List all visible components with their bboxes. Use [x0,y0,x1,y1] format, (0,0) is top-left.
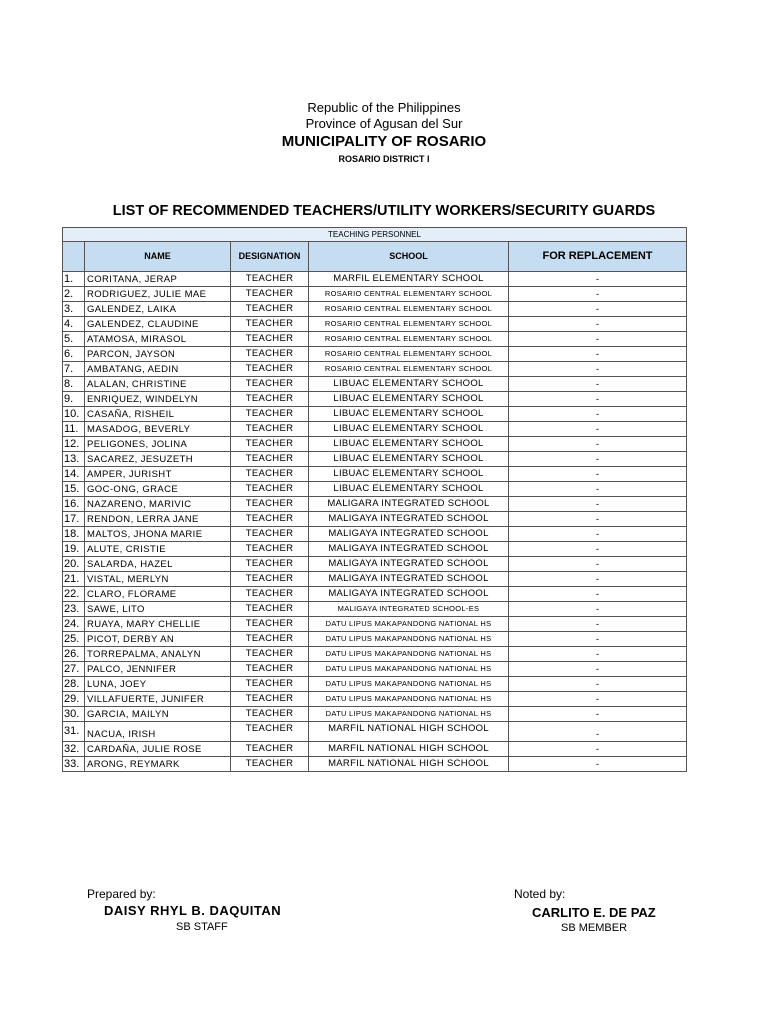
row-name: GALENDEZ, CLAUDINE [85,317,231,332]
row-replacement: - [509,482,687,497]
row-designation: TEACHER [231,677,309,692]
row-replacement: - [509,287,687,302]
row-name: NAZARENO, MARIVIC [85,497,231,512]
row-replacement: - [509,662,687,677]
table-row [63,392,687,407]
row-name: RENDON, LERRA JANE [85,512,231,527]
table-row [63,757,687,772]
row-name: PARCON, JAYSON [85,347,231,362]
row-designation: TEACHER [231,587,309,602]
row-number: 6. [63,347,85,362]
table-row [63,437,687,452]
row-name: PELIGONES, JOLINA [85,437,231,452]
row-number: 15. [63,482,85,497]
header-country: Republic of the Philippines [307,100,461,115]
row-designation: TEACHER [231,362,309,377]
row-school: MALIGARA INTEGRATED SCHOOL [309,497,509,512]
row-number: 3. [63,302,85,317]
row-designation: TEACHER [231,602,309,617]
row-designation: TEACHER [231,287,309,302]
table-row [63,647,687,662]
row-replacement: - [509,332,687,347]
header-school: SCHOOL [309,242,509,272]
row-replacement: - [509,647,687,662]
row-name: ALALAN, CHRISTINE [85,377,231,392]
row-replacement: - [509,347,687,362]
table-band-row [63,228,687,242]
row-designation: TEACHER [231,557,309,572]
row-replacement: - [509,722,687,742]
row-designation: TEACHER [231,422,309,437]
table-row [63,362,687,377]
row-number: 1. [63,272,85,287]
row-school: MALIGAYA INTEGRATED SCHOOL-ES [309,602,509,617]
row-name: ARONG, REYMARK [85,757,231,772]
row-name: NACUA, IRISH [85,722,231,742]
table-row [63,272,687,287]
row-school: MARFIL NATIONAL HIGH SCHOOL [309,757,509,772]
row-number: 11. [63,422,85,437]
table-row [63,602,687,617]
row-name: RUAYA, MARY CHELLIE [85,617,231,632]
row-name: MALTOS, JHONA MARIE [85,527,231,542]
table-row [63,572,687,587]
row-replacement: - [509,587,687,602]
row-replacement: - [509,602,687,617]
row-number: 31. [63,722,85,742]
row-designation: TEACHER [231,377,309,392]
row-school: LIBUAC ELEMENTARY SCHOOL [309,422,509,437]
row-name: ALUTE, CRISTIE [85,542,231,557]
header-province: Province of Agusan del Sur [305,116,463,131]
row-designation: TEACHER [231,407,309,422]
row-school: MARFIL NATIONAL HIGH SCHOOL [309,722,509,742]
row-designation: TEACHER [231,662,309,677]
row-number: 13. [63,452,85,467]
row-school: MALIGAYA INTEGRATED SCHOOL [309,512,509,527]
row-number: 26. [63,647,85,662]
row-number: 16. [63,497,85,512]
row-name: CLARO, FLORAME [85,587,231,602]
table-row [63,452,687,467]
header-number [63,242,85,272]
noted-by-label: Noted by: [514,887,566,901]
row-number: 4. [63,317,85,332]
row-number: 10. [63,407,85,422]
table-row [63,742,687,757]
row-school: ROSARIO CENTRAL ELEMENTARY SCHOOL [309,317,509,332]
row-number: 19. [63,542,85,557]
row-number: 5. [63,332,85,347]
row-replacement: - [509,557,687,572]
header-municipality: MUNICIPALITY OF ROSARIO [281,133,487,150]
row-name: VISTAL, MERLYN [85,572,231,587]
table-row [63,317,687,332]
row-school: ROSARIO CENTRAL ELEMENTARY SCHOOL [309,362,509,377]
table-row [63,287,687,302]
document-title: LIST OF RECOMMENDED TEACHERS/UTILITY WORKERS/SECURITY GUARDS [112,203,656,219]
row-name: CASAÑA, RISHEIL [85,407,231,422]
row-replacement: - [509,497,687,512]
row-designation: TEACHER [231,302,309,317]
row-name: CORITANA, JERAP [85,272,231,287]
row-school: LIBUAC ELEMENTARY SCHOOL [309,452,509,467]
row-number: 9. [63,392,85,407]
header-designation: DESIGNATION [231,242,309,272]
row-school: MALIGAYA INTEGRATED SCHOOL [309,542,509,557]
row-school: DATU LIPUS MAKAPANDONG NATIONAL HS [309,647,509,662]
row-replacement: - [509,692,687,707]
row-name: GALENDEZ, LAIKA [85,302,231,317]
row-name: ENRIQUEZ, WINDELYN [85,392,231,407]
row-designation: TEACHER [231,272,309,287]
row-replacement: - [509,272,687,287]
table-row [63,377,687,392]
table-row [63,497,687,512]
row-name: VILLAFUERTE, JUNIFER [85,692,231,707]
band-label: TEACHING PERSONNEL [63,228,687,242]
row-replacement: - [509,392,687,407]
row-designation: TEACHER [231,632,309,647]
row-designation: TEACHER [231,722,309,742]
header-replacement: FOR REPLACEMENT [509,242,687,272]
row-replacement: - [509,542,687,557]
row-school: DATU LIPUS MAKAPANDONG NATIONAL HS [309,707,509,722]
row-school: DATU LIPUS MAKAPANDONG NATIONAL HS [309,662,509,677]
row-number: 29. [63,692,85,707]
row-designation: TEACHER [231,512,309,527]
row-replacement: - [509,362,687,377]
row-name: GOC-ONG, GRACE [85,482,231,497]
row-designation: TEACHER [231,317,309,332]
table-row [63,692,687,707]
table-row [63,512,687,527]
row-name: SACAREZ, JESUZETH [85,452,231,467]
row-number: 17. [63,512,85,527]
row-name: ATAMOSA, MIRASOL [85,332,231,347]
row-replacement: - [509,527,687,542]
table-row [63,482,687,497]
row-number: 25. [63,632,85,647]
row-designation: TEACHER [231,437,309,452]
row-name: TORREPALMA, ANALYN [85,647,231,662]
row-school: LIBUAC ELEMENTARY SCHOOL [309,437,509,452]
row-designation: TEACHER [231,542,309,557]
row-designation: TEACHER [231,617,309,632]
row-replacement: - [509,572,687,587]
row-school: LIBUAC ELEMENTARY SCHOOL [309,467,509,482]
row-school: MALIGAYA INTEGRATED SCHOOL [309,572,509,587]
row-name: LUNA, JOEY [85,677,231,692]
row-number: 7. [63,362,85,377]
row-name: CARDAÑA, JULIE ROSE [85,742,231,757]
row-number: 14. [63,467,85,482]
row-replacement: - [509,437,687,452]
table-row [63,347,687,362]
row-replacement: - [509,632,687,647]
row-number: 23. [63,602,85,617]
row-school: LIBUAC ELEMENTARY SCHOOL [309,407,509,422]
row-designation: TEACHER [231,332,309,347]
row-name: PALCO, JENNIFER [85,662,231,677]
header-name: NAME [85,242,231,272]
table-row [63,467,687,482]
row-replacement: - [509,452,687,467]
table-row [63,677,687,692]
row-number: 12. [63,437,85,452]
row-replacement: - [509,317,687,332]
table-row [63,617,687,632]
row-designation: TEACHER [231,467,309,482]
table-row [63,587,687,602]
row-designation: TEACHER [231,647,309,662]
row-school: ROSARIO CENTRAL ELEMENTARY SCHOOL [309,332,509,347]
row-replacement: - [509,302,687,317]
table-row [63,632,687,647]
row-school: ROSARIO CENTRAL ELEMENTARY SCHOOL [309,302,509,317]
row-replacement: - [509,677,687,692]
row-number: 20. [63,557,85,572]
row-name: SALARDA, HAZEL [85,557,231,572]
table-row [63,662,687,677]
row-designation: TEACHER [231,707,309,722]
row-replacement: - [509,707,687,722]
row-school: DATU LIPUS MAKAPANDONG NATIONAL HS [309,617,509,632]
row-replacement: - [509,512,687,527]
table-row [63,407,687,422]
personnel-table [62,227,687,772]
table-row [63,332,687,347]
row-school: MARFIL NATIONAL HIGH SCHOOL [309,742,509,757]
header-district: ROSARIO DISTRICT I [338,154,430,164]
row-number: 28. [63,677,85,692]
row-school: LIBUAC ELEMENTARY SCHOOL [309,482,509,497]
row-name: AMBATANG, AEDIN [85,362,231,377]
table-row [63,302,687,317]
prepared-by-label: Prepared by: [87,887,156,901]
row-name: RODRIGUEZ, JULIE MAE [85,287,231,302]
row-replacement: - [509,422,687,437]
row-designation: TEACHER [231,527,309,542]
row-name: PICOT, DERBY AN [85,632,231,647]
row-school: ROSARIO CENTRAL ELEMENTARY SCHOOL [309,287,509,302]
row-school: LIBUAC ELEMENTARY SCHOOL [309,392,509,407]
row-designation: TEACHER [231,392,309,407]
row-school: DATU LIPUS MAKAPANDONG NATIONAL HS [309,632,509,647]
table-row [63,557,687,572]
row-number: 27. [63,662,85,677]
row-school: ROSARIO CENTRAL ELEMENTARY SCHOOL [309,347,509,362]
row-number: 33. [63,757,85,772]
row-designation: TEACHER [231,482,309,497]
row-number: 24. [63,617,85,632]
row-school: MALIGAYA INTEGRATED SCHOOL [309,557,509,572]
row-replacement: - [509,467,687,482]
table-row [63,422,687,437]
row-name: AMPER, JURISHT [85,467,231,482]
row-number: 2. [63,287,85,302]
table-row [63,722,687,742]
row-number: 18. [63,527,85,542]
noted-by-role: SB MEMBER [561,922,628,934]
row-name: SAWE, LITO [85,602,231,617]
row-designation: TEACHER [231,692,309,707]
table-row [63,542,687,557]
row-designation: TEACHER [231,347,309,362]
row-replacement: - [509,742,687,757]
prepared-by-role: SB STAFF [176,921,228,933]
row-school: MARFIL ELEMENTARY SCHOOL [309,272,509,287]
row-number: 21. [63,572,85,587]
row-designation: TEACHER [231,572,309,587]
row-designation: TEACHER [231,742,309,757]
row-designation: TEACHER [231,497,309,512]
noted-by-name: CARLITO E. DE PAZ [532,905,656,920]
row-name: GARCIA, MAILYN [85,707,231,722]
row-school: DATU LIPUS MAKAPANDONG NATIONAL HS [309,677,509,692]
row-designation: TEACHER [231,757,309,772]
row-number: 32. [63,742,85,757]
row-replacement: - [509,407,687,422]
row-number: 30. [63,707,85,722]
row-designation: TEACHER [231,452,309,467]
row-school: MALIGAYA INTEGRATED SCHOOL [309,527,509,542]
table-header-row [63,242,687,272]
row-replacement: - [509,377,687,392]
table-row [63,707,687,722]
row-number: 22. [63,587,85,602]
row-school: LIBUAC ELEMENTARY SCHOOL [309,377,509,392]
row-replacement: - [509,757,687,772]
row-name: MASADOG, BEVERLY [85,422,231,437]
row-school: DATU LIPUS MAKAPANDONG NATIONAL HS [309,692,509,707]
row-replacement: - [509,617,687,632]
prepared-by-name: DAISY RHYL B. DAQUITAN [104,903,282,918]
row-number: 8. [63,377,85,392]
table-row [63,527,687,542]
row-school: MALIGAYA INTEGRATED SCHOOL [309,587,509,602]
